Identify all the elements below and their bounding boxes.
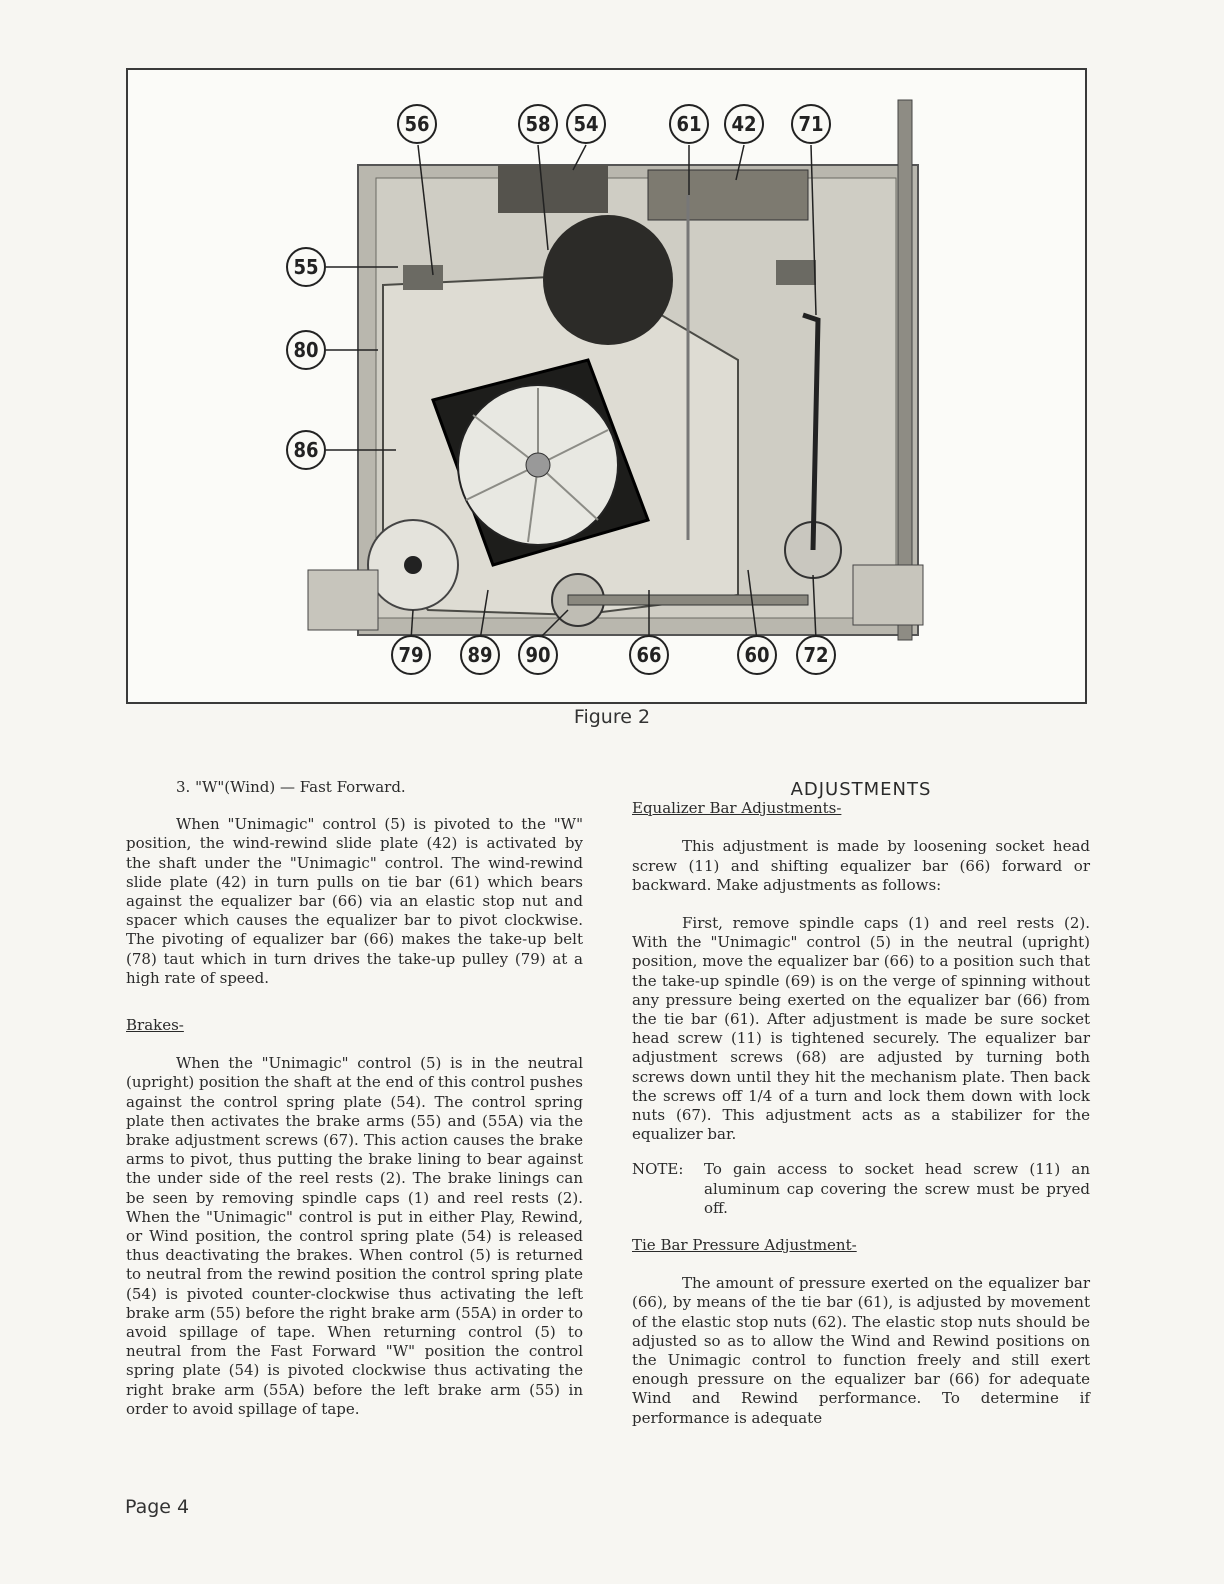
right-foot-bracket bbox=[853, 565, 923, 625]
callout-66 bbox=[630, 636, 668, 674]
left-column bbox=[126, 778, 583, 1419]
page-number: Page 4 bbox=[125, 1496, 190, 1518]
svg-text:72: 72 bbox=[803, 643, 829, 667]
brakes-heading: Brakes- bbox=[126, 1016, 184, 1035]
side-rail bbox=[898, 100, 912, 640]
svg-text:60: 60 bbox=[744, 643, 770, 667]
svg-text:89: 89 bbox=[467, 643, 493, 667]
note-text: To gain access to socket head screw (11) an aluminum cap covering the screw must be pryed off. bbox=[704, 1160, 1090, 1217]
callout-86 bbox=[287, 431, 325, 469]
callout-58 bbox=[519, 105, 557, 143]
equalizer-steps: First, remove spindle caps (1) and reel rests (2). With the "Unimagic" control (5) in the neutral (upright) position, move the equalizer bar (66) to a position such that the take-up spindle (69) is on the verge of spinning without any pressure being exerted on the equalizer bar (66) from the tie bar (61). After adjustment is made be sure socket head screw (11) is tightened securely. The equalizer bar adjustment screws (68) are adjusted by turning both screws down until they hit the mechanism plate. Then back the screws off 1/4 of a turn and lock them down with lock nuts (67). This adjustment acts as a stabilizer for the equalizer bar. bbox=[632, 914, 1090, 1144]
callout-54 bbox=[567, 105, 605, 143]
svg-text:55: 55 bbox=[293, 255, 319, 279]
wind-paragraph: When "Unimagic" control (5) is pivoted to the "W" position, the wind-rewind slide plate (42) is activated by the shaft under the "Unimagic" control. The wind-rewind slide plate (42) in turn pulls on tie bar (61) which bears against the equalizer bar (66) via an elastic stop nut and spacer which causes the equalizer bar to pivot clockwise. The pivoting of equalizer bar (66) makes the take-up belt (78) taut which in turn drives the take-up pulley (79) at a high rate of speed. bbox=[126, 815, 583, 987]
note-label: NOTE: bbox=[632, 1160, 684, 1179]
callout-80 bbox=[287, 331, 325, 369]
wind-section-heading: 3. "W"(Wind) — Fast Forward. bbox=[176, 778, 406, 796]
adjustments-title: ADJUSTMENTS bbox=[790, 779, 932, 800]
tiebar-paragraph: The amount of pressure exerted on the equalizer bar (66), by means of the tie bar (61), is adjusted by movement of the elastic stop nuts (62). The elastic stop nuts should be adjusted so as to allow the Wind and Rewind positions on the Unimagic control to function freely and still exert enough pressure on the equalizer bar (66) for adequate Wind and Rewind performance. To determine if performance is adequate bbox=[632, 1274, 1090, 1427]
callout-79 bbox=[392, 636, 430, 674]
figure-frame bbox=[126, 68, 1087, 704]
left-foot-bracket bbox=[308, 570, 378, 630]
callout-56 bbox=[398, 105, 436, 143]
callout-71 bbox=[792, 105, 830, 143]
take-up-pulley-hub bbox=[404, 556, 422, 574]
callout-61 bbox=[670, 105, 708, 143]
svg-text:79: 79 bbox=[398, 643, 424, 667]
brakes-paragraph: When the "Unimagic" control (5) is in the neutral (upright) position the shaft at the end of this control pushes against the control spring plate (54). The control spring plate then activates the brake arms (55) and (55A) via the brake adjustment screws (67). This action causes the brake arms to pivot, thus putting the brake lining to bear against the under side of the reel rests (2). The brake linings can be seen by removing spindle caps (1) and reel rests (2). When the "Unimagic" control is put in either Play, Rewind, or Wind position, the control spring plate (54) is released thus deactivating the brakes. When control (5) is returned to neutral from the rewind position the control spring plate (54) is pivoted counter-clockwise thus activating the left brake arm (55) before the right brake arm (55A) in order to avoid spillage of tape. When returning control (5) to neutral from the Fast Forward "W" position the control spring plate (54) is pivoted clockwise thus activating the right brake arm (55A) before the left brake arm (55) in order to avoid spillage of tape. bbox=[126, 1054, 583, 1418]
svg-text:56: 56 bbox=[404, 112, 430, 136]
callout-60 bbox=[738, 636, 776, 674]
figure-caption: Figure 2 bbox=[573, 706, 651, 728]
svg-text:90: 90 bbox=[525, 643, 551, 667]
brake-arm-right bbox=[776, 260, 816, 285]
top-bracket bbox=[498, 165, 608, 213]
equalizer-bar bbox=[568, 595, 808, 605]
svg-text:61: 61 bbox=[676, 112, 702, 136]
svg-text:80: 80 bbox=[293, 338, 319, 362]
svg-text:58: 58 bbox=[525, 112, 551, 136]
callout-42 bbox=[725, 105, 763, 143]
svg-text:71: 71 bbox=[798, 112, 824, 136]
equalizer-intro: This adjustment is made by loosening socket head screw (11) and shifting equalizer bar (66) forward or backward. Make adjustments as follows: bbox=[632, 837, 1090, 894]
tiebar-heading: Tie Bar Pressure Adjustment- bbox=[632, 1236, 857, 1255]
callout-89 bbox=[461, 636, 499, 674]
brake-arm-left bbox=[403, 265, 443, 290]
svg-text:86: 86 bbox=[293, 438, 319, 462]
svg-text:42: 42 bbox=[731, 112, 757, 136]
flywheel bbox=[543, 215, 673, 345]
right-column bbox=[632, 780, 1090, 1428]
mechanism-photo bbox=[128, 70, 1085, 702]
equalizer-heading: Equalizer Bar Adjustments- bbox=[632, 799, 842, 818]
callout-72 bbox=[797, 636, 835, 674]
slide-plate bbox=[648, 170, 808, 220]
svg-text:66: 66 bbox=[636, 643, 662, 667]
note-block bbox=[632, 1160, 1090, 1218]
callout-90 bbox=[519, 636, 557, 674]
callout-55 bbox=[287, 248, 325, 286]
fan-hub bbox=[526, 453, 550, 477]
svg-text:54: 54 bbox=[573, 112, 599, 136]
